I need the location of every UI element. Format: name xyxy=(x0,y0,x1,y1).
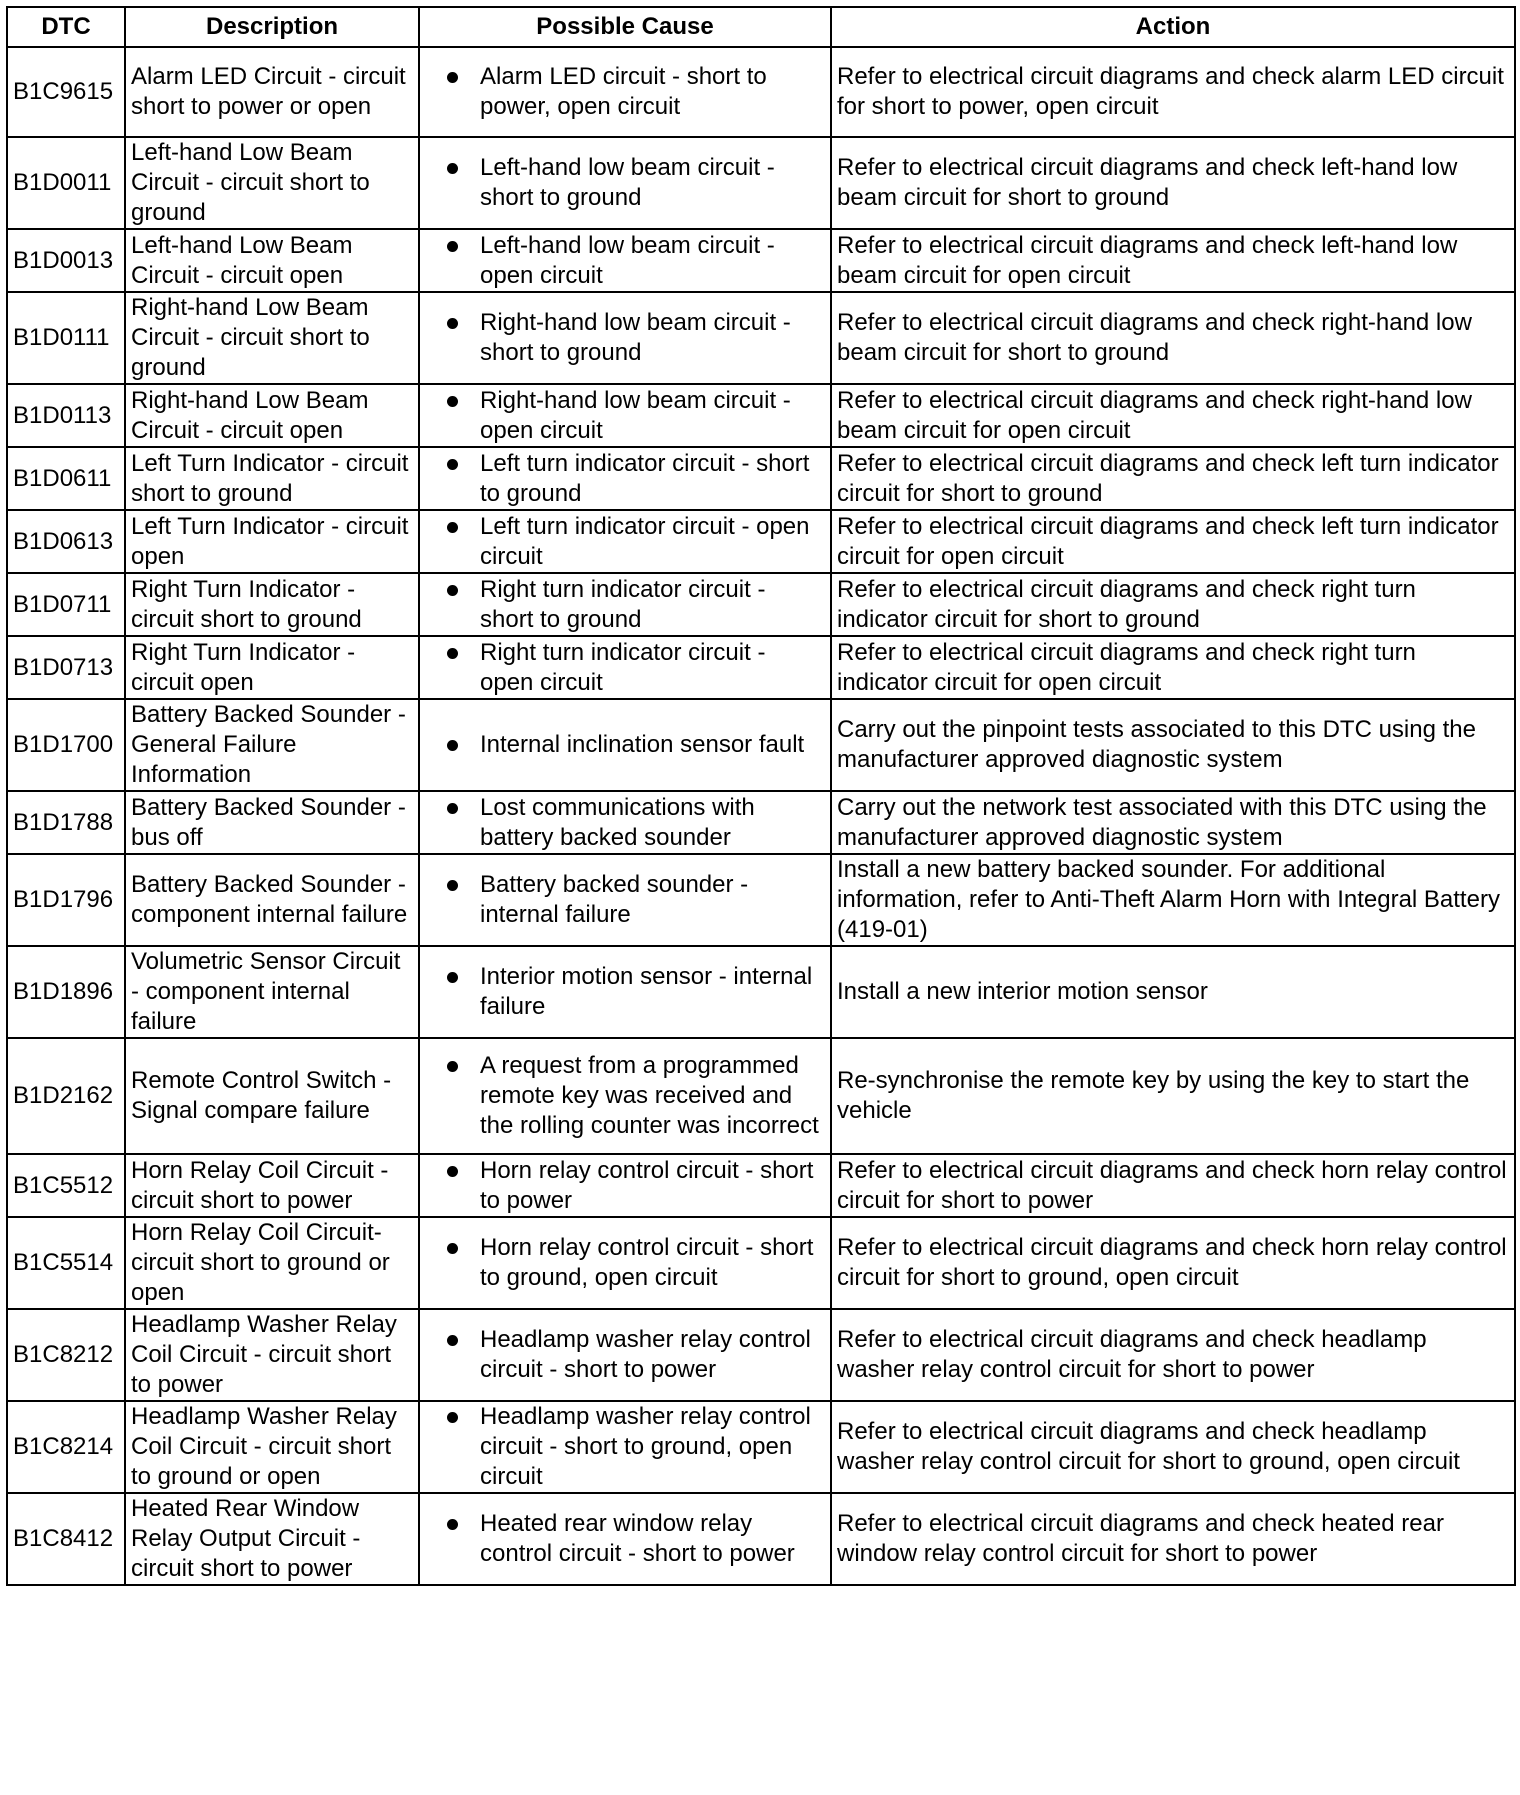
cause-list xyxy=(425,730,825,760)
dtc-code: B1D1700 xyxy=(7,699,125,791)
possible-cause-cell xyxy=(419,229,831,292)
cause-list xyxy=(425,62,825,122)
action-cell: Refer to electrical circuit diagrams and check heated rear window relay control circuit for short to power xyxy=(831,1493,1515,1585)
table-row xyxy=(7,292,1515,384)
action-cell: Refer to electrical circuit diagrams and check left-hand low beam circuit for open circuit xyxy=(831,229,1515,292)
cause-list xyxy=(425,1325,825,1385)
dtc-code: B1D0011 xyxy=(7,137,125,229)
table-row xyxy=(7,791,1515,854)
dtc-description: Headlamp Washer Relay Coil Circuit - circuit short to power xyxy=(125,1309,419,1401)
cause-list xyxy=(425,512,825,572)
dtc-table xyxy=(6,6,1516,1586)
cause-list xyxy=(425,1402,825,1492)
table-row xyxy=(7,447,1515,510)
cause-list xyxy=(425,962,825,1022)
table-row xyxy=(7,1493,1515,1585)
action-cell: Refer to electrical circuit diagrams and check horn relay control circuit for short to power xyxy=(831,1154,1515,1217)
dtc-description: Horn Relay Coil Circuit- circuit short to ground or open xyxy=(125,1217,419,1309)
dtc-document xyxy=(6,6,1514,1795)
cause-list xyxy=(425,449,825,509)
action-cell: Refer to electrical circuit diagrams and check right turn indicator circuit for open circuit xyxy=(831,636,1515,699)
cause-item: Horn relay control circuit - short to power xyxy=(425,1156,825,1216)
dtc-description: Right-hand Low Beam Circuit - circuit open xyxy=(125,384,419,447)
action-cell: Refer to electrical circuit diagrams and check right-hand low beam circuit for short to ground xyxy=(831,292,1515,384)
header-description: Description xyxy=(125,7,419,47)
cause-item: Left turn indicator circuit - short to ground xyxy=(425,449,825,509)
cause-item: Battery backed sounder - internal failure xyxy=(425,870,825,930)
dtc-code: B1C8212 xyxy=(7,1309,125,1401)
table-row xyxy=(7,946,1515,1038)
action-cell: Refer to electrical circuit diagrams and check right turn indicator circuit for short to ground xyxy=(831,573,1515,636)
cause-list xyxy=(425,870,825,930)
cause-list xyxy=(425,1156,825,1216)
cause-list xyxy=(425,231,825,291)
dtc-code: B1D0113 xyxy=(7,384,125,447)
possible-cause-cell xyxy=(419,47,831,137)
cause-item: Alarm LED circuit - short to power, open circuit xyxy=(425,62,825,122)
table-row xyxy=(7,510,1515,573)
cause-item: Left turn indicator circuit - open circuit xyxy=(425,512,825,572)
possible-cause-cell xyxy=(419,510,831,573)
cause-list xyxy=(425,1233,825,1293)
possible-cause-cell xyxy=(419,1038,831,1154)
dtc-description: Battery Backed Sounder - component internal failure xyxy=(125,854,419,946)
table-row xyxy=(7,699,1515,791)
table-row xyxy=(7,1217,1515,1309)
header-possible-cause: Possible Cause xyxy=(419,7,831,47)
possible-cause-cell xyxy=(419,699,831,791)
possible-cause-cell xyxy=(419,292,831,384)
table-row xyxy=(7,636,1515,699)
action-cell: Install a new interior motion sensor xyxy=(831,946,1515,1038)
cause-item: Lost communications with battery backed sounder xyxy=(425,793,825,853)
action-cell: Refer to electrical circuit diagrams and check alarm LED circuit for short to power, open circuit xyxy=(831,47,1515,137)
possible-cause-cell xyxy=(419,1493,831,1585)
table-row xyxy=(7,854,1515,946)
dtc-code: B1D1796 xyxy=(7,854,125,946)
header-dtc: DTC xyxy=(7,7,125,47)
cause-list xyxy=(425,793,825,853)
cause-item: Right turn indicator circuit - short to ground xyxy=(425,575,825,635)
cause-list xyxy=(425,386,825,446)
table-row xyxy=(7,1401,1515,1493)
table-header-row xyxy=(7,7,1515,47)
cause-item: Interior motion sensor - internal failure xyxy=(425,962,825,1022)
action-cell: Carry out the network test associated with this DTC using the manufacturer approved diagnostic system xyxy=(831,791,1515,854)
header-action: Action xyxy=(831,7,1515,47)
cause-item: Heated rear window relay control circuit - short to power xyxy=(425,1509,825,1569)
dtc-code: B1D1788 xyxy=(7,791,125,854)
dtc-description: Right-hand Low Beam Circuit - circuit short to ground xyxy=(125,292,419,384)
table-row xyxy=(7,1038,1515,1154)
possible-cause-cell xyxy=(419,573,831,636)
cause-item: Horn relay control circuit - short to ground, open circuit xyxy=(425,1233,825,1293)
cause-item: Internal inclination sensor fault xyxy=(425,730,825,760)
dtc-description: Right Turn Indicator - circuit open xyxy=(125,636,419,699)
table-row xyxy=(7,1309,1515,1401)
dtc-description: Battery Backed Sounder - General Failure Information xyxy=(125,699,419,791)
possible-cause-cell xyxy=(419,854,831,946)
dtc-description: Left-hand Low Beam Circuit - circuit short to ground xyxy=(125,137,419,229)
action-cell: Refer to electrical circuit diagrams and check headlamp washer relay control circuit for short to ground, open circuit xyxy=(831,1401,1515,1493)
action-cell: Refer to electrical circuit diagrams and check horn relay control circuit for short to ground, open circuit xyxy=(831,1217,1515,1309)
dtc-code: B1D0611 xyxy=(7,447,125,510)
cause-list xyxy=(425,575,825,635)
possible-cause-cell xyxy=(419,1154,831,1217)
dtc-code: B1C5512 xyxy=(7,1154,125,1217)
cause-list xyxy=(425,1509,825,1569)
action-cell: Refer to electrical circuit diagrams and check left turn indicator circuit for open circuit xyxy=(831,510,1515,573)
cause-item: Left-hand low beam circuit - open circuit xyxy=(425,231,825,291)
dtc-code: B1C9615 xyxy=(7,47,125,137)
cause-item: Left-hand low beam circuit - short to ground xyxy=(425,153,825,213)
action-cell: Refer to electrical circuit diagrams and check left turn indicator circuit for short to ground xyxy=(831,447,1515,510)
cause-list xyxy=(425,308,825,368)
table-row xyxy=(7,47,1515,137)
dtc-description: Right Turn Indicator - circuit short to ground xyxy=(125,573,419,636)
dtc-code: B1D0013 xyxy=(7,229,125,292)
table-row xyxy=(7,229,1515,292)
dtc-description: Left Turn Indicator - circuit short to ground xyxy=(125,447,419,510)
possible-cause-cell xyxy=(419,636,831,699)
table-row xyxy=(7,573,1515,636)
possible-cause-cell xyxy=(419,1217,831,1309)
dtc-code: B1C5514 xyxy=(7,1217,125,1309)
dtc-description: Battery Backed Sounder - bus off xyxy=(125,791,419,854)
dtc-description: Horn Relay Coil Circuit - circuit short to power xyxy=(125,1154,419,1217)
cause-list xyxy=(425,638,825,698)
cause-item: A request from a programmed remote key was received and the rolling counter was incorrect xyxy=(425,1051,825,1141)
cause-list xyxy=(425,1051,825,1141)
dtc-description: Remote Control Switch - Signal compare failure xyxy=(125,1038,419,1154)
dtc-description: Heated Rear Window Relay Output Circuit - circuit short to power xyxy=(125,1493,419,1585)
table-body xyxy=(7,47,1515,1585)
table-row xyxy=(7,1154,1515,1217)
dtc-code: B1C8214 xyxy=(7,1401,125,1493)
cause-item: Headlamp washer relay control circuit - short to power xyxy=(425,1325,825,1385)
dtc-code: B1D2162 xyxy=(7,1038,125,1154)
dtc-description: Headlamp Washer Relay Coil Circuit - circuit short to ground or open xyxy=(125,1401,419,1493)
table-row xyxy=(7,384,1515,447)
action-cell: Refer to electrical circuit diagrams and check headlamp washer relay control circuit for short to power xyxy=(831,1309,1515,1401)
action-cell: Refer to electrical circuit diagrams and check right-hand low beam circuit for open circuit xyxy=(831,384,1515,447)
dtc-code: B1D0613 xyxy=(7,510,125,573)
dtc-description: Volumetric Sensor Circuit - component internal failure xyxy=(125,946,419,1038)
cause-list xyxy=(425,153,825,213)
dtc-code: B1D0111 xyxy=(7,292,125,384)
dtc-description: Left Turn Indicator - circuit open xyxy=(125,510,419,573)
dtc-description: Left-hand Low Beam Circuit - circuit open xyxy=(125,229,419,292)
cause-item: Headlamp washer relay control circuit - short to ground, open circuit xyxy=(425,1402,825,1492)
cause-item: Right-hand low beam circuit - open circuit xyxy=(425,386,825,446)
dtc-code: B1D0713 xyxy=(7,636,125,699)
table-row xyxy=(7,137,1515,229)
possible-cause-cell xyxy=(419,946,831,1038)
possible-cause-cell xyxy=(419,137,831,229)
action-cell: Install a new battery backed sounder. For additional information, refer to Anti-Theft Alarm Horn with Integral Battery (419-01) xyxy=(831,854,1515,946)
possible-cause-cell xyxy=(419,1401,831,1493)
action-cell: Carry out the pinpoint tests associated to this DTC using the manufacturer approved diagnostic system xyxy=(831,699,1515,791)
possible-cause-cell xyxy=(419,791,831,854)
dtc-code: B1D1896 xyxy=(7,946,125,1038)
dtc-code: B1D0711 xyxy=(7,573,125,636)
possible-cause-cell xyxy=(419,384,831,447)
action-cell: Re-synchronise the remote key by using the key to start the vehicle xyxy=(831,1038,1515,1154)
cause-item: Right turn indicator circuit - open circuit xyxy=(425,638,825,698)
possible-cause-cell xyxy=(419,447,831,510)
possible-cause-cell xyxy=(419,1309,831,1401)
dtc-code: B1C8412 xyxy=(7,1493,125,1585)
cause-item: Right-hand low beam circuit - short to ground xyxy=(425,308,825,368)
dtc-description: Alarm LED Circuit - circuit short to power or open xyxy=(125,47,419,137)
action-cell: Refer to electrical circuit diagrams and check left-hand low beam circuit for short to ground xyxy=(831,137,1515,229)
